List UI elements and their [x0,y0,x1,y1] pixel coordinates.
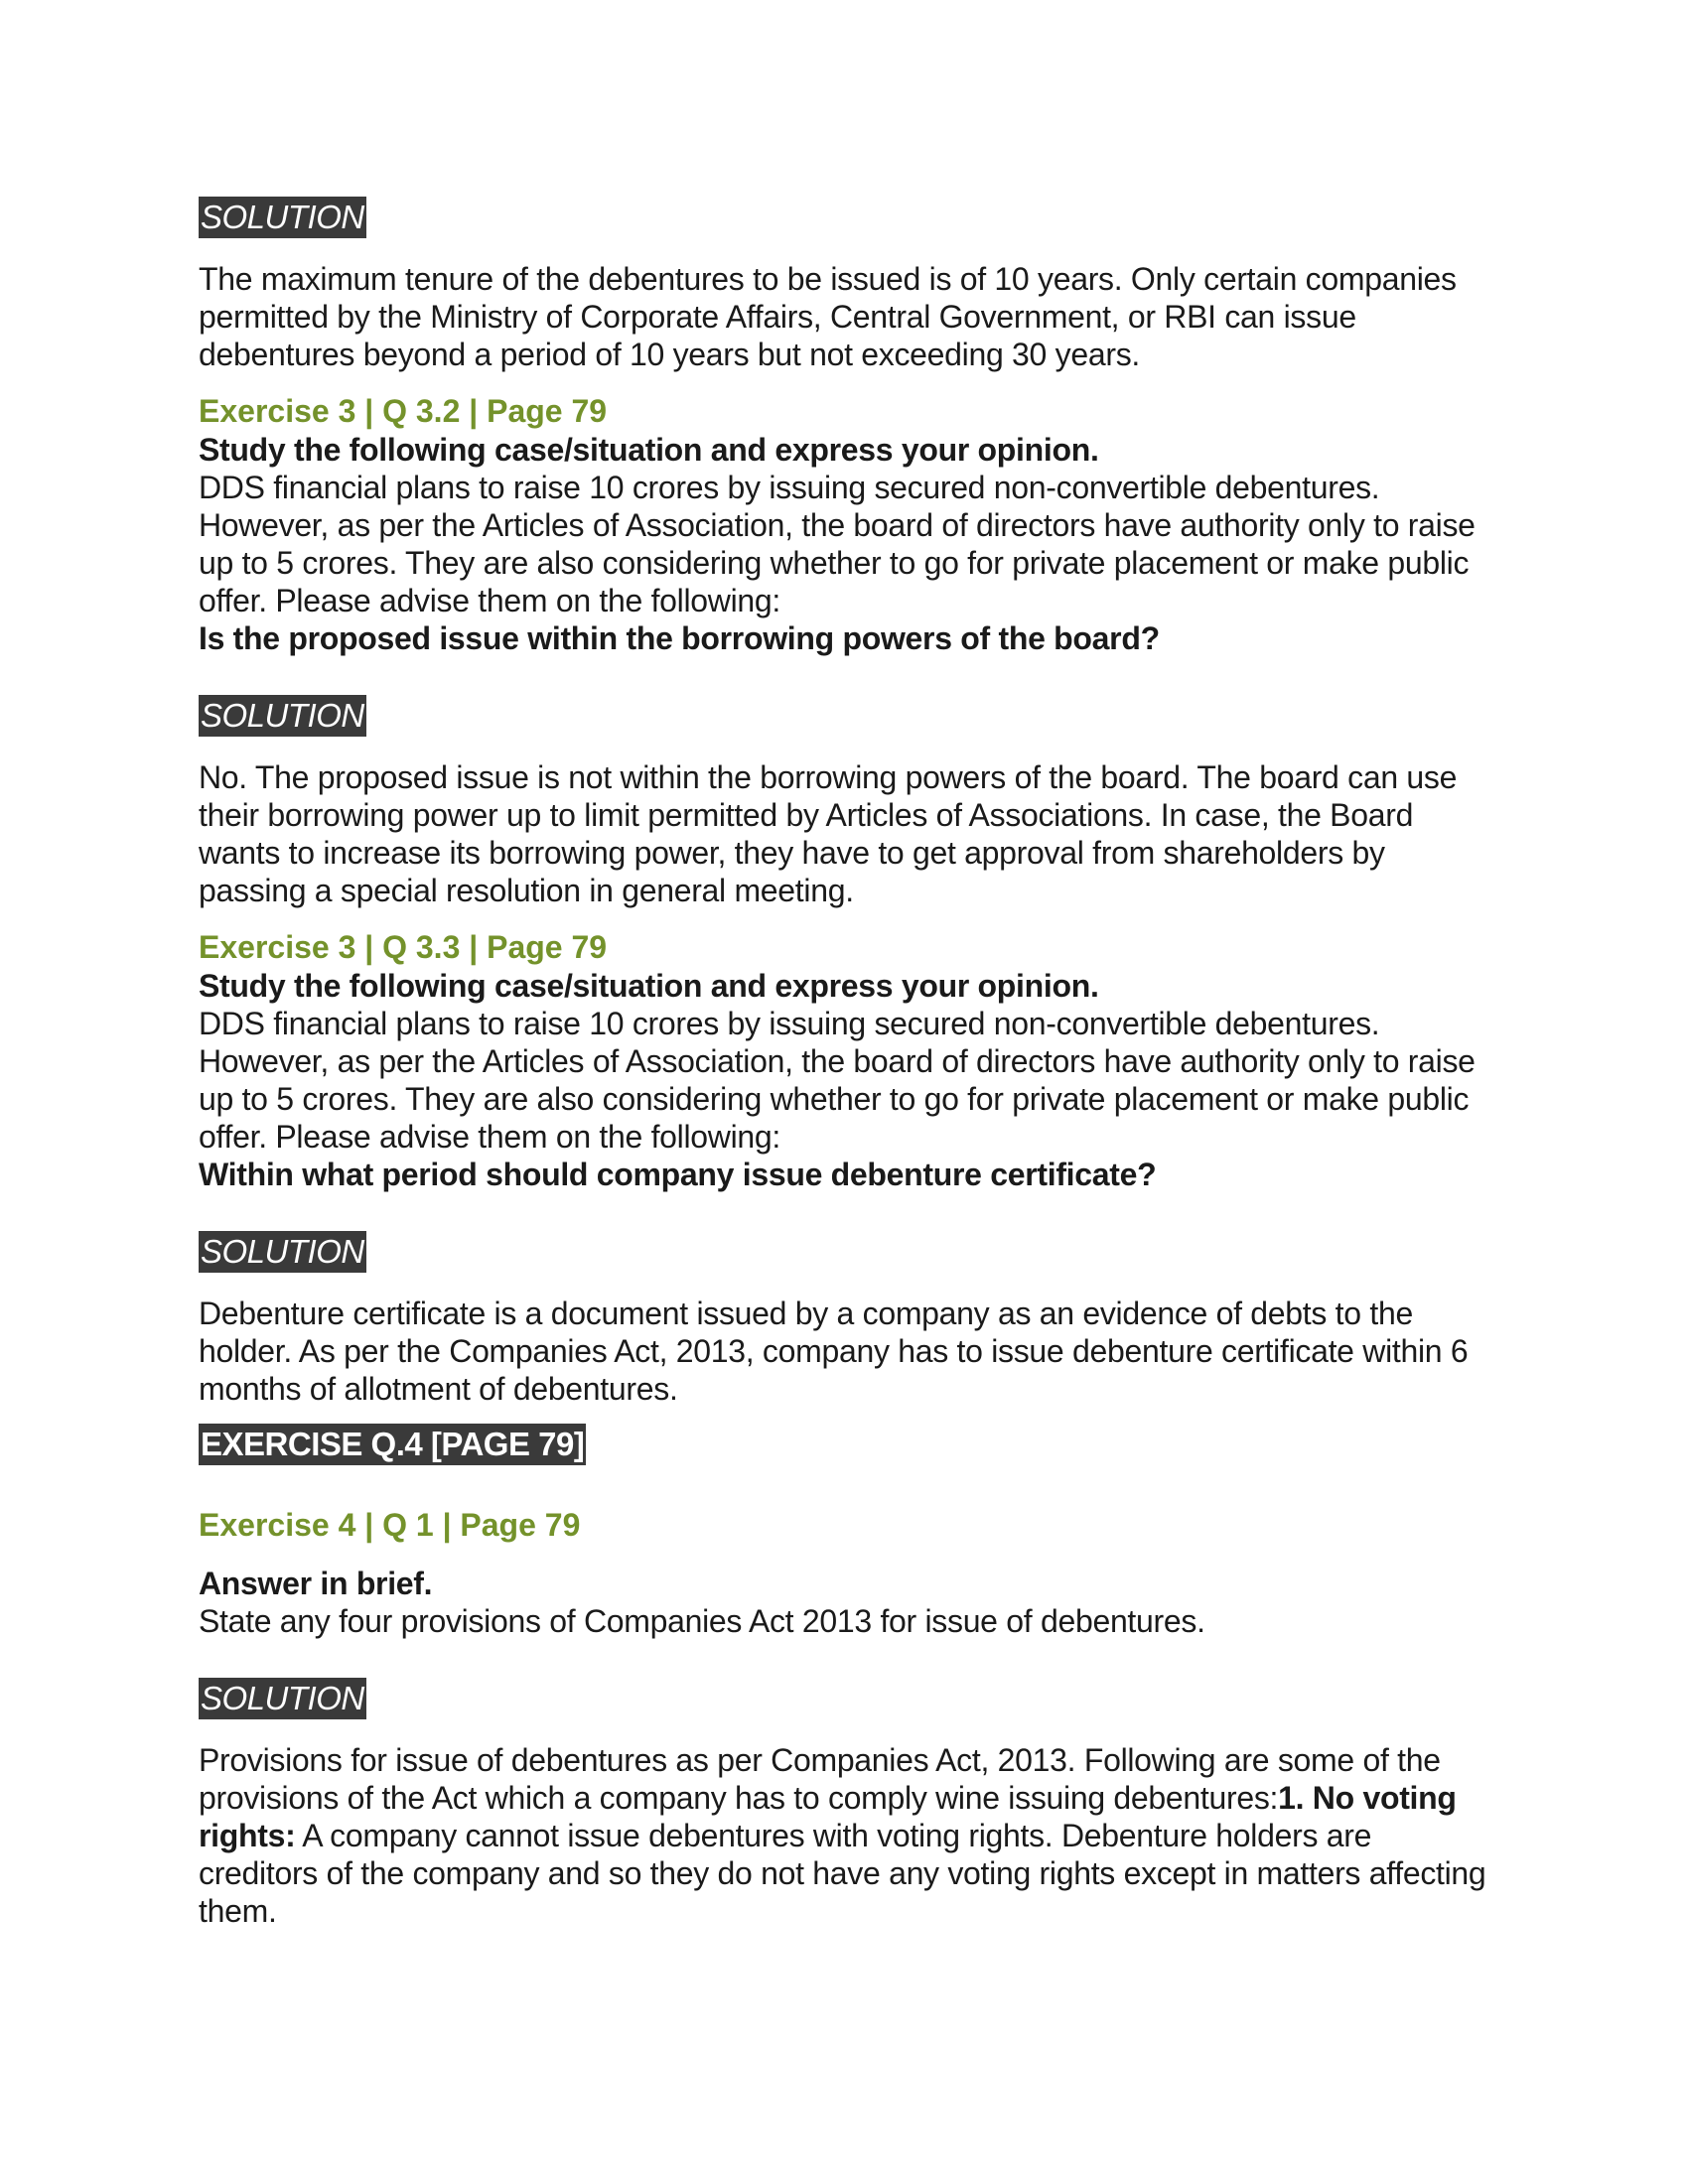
solution-text: No. The proposed issue is not within the borrowing powers of the board. The board can use their borrowing power up to limit permitted by Articles of Associations. In case, the Board wants to increase its borrowing power, they have to get approval from shareholders by passing a special resolution in general meeting. [199,759,1458,908]
case-text: DDS financial plans to raise 10 crores by issuing secured non-convertible debentures. However, as per the Articles of Association, the board of directors have authority only to raise up to 5 crores. They are also considering whether to go for private placement or make public offer. Please advise them on the following: [199,470,1476,618]
question-text: Within what period should company issue debenture certificate? [199,1157,1157,1192]
point-title: 1. No voting rights: [199,1780,1457,1853]
solution-text: The maximum tenure of the debentures to be issued is of 10 years. Only certain companies permitted by the Ministry of Corporate Affairs, Central Government, or RBI can issue debentures beyond a period of 10 years but not exceeding 30 years. [199,261,1457,372]
question-instruction: Study the following case/situation and express your opinion. [199,432,1099,468]
question-instruction: Answer in brief. [199,1566,433,1601]
exercise-heading: Exercise 4 | Q 1 | Page 79 [199,1507,581,1543]
solution-tag: SOLUTION [199,695,366,737]
exercise-heading: Exercise 3 | Q 3.3 | Page 79 [199,929,608,965]
solution-intro: Provisions for issue of debentures as per Companies Act, 2013. Following are some of the provisions of the Act which a company has to comply wine issuing debentures: [199,1742,1441,1816]
solution-tag: SOLUTION [199,1231,366,1273]
exercise-banner: EXERCISE Q.4 [PAGE 79] [199,1424,586,1465]
question-text: State any four provisions of Companies Act 2013 for issue of debentures. [199,1603,1205,1639]
point-text: A company cannot issue debentures with voting rights. Debenture holders are creditors of the company and so they do not have any voting rights except in matters affecting them. [199,1818,1486,1929]
question-text: Is the proposed issue within the borrowing powers of the board? [199,620,1160,656]
solution-tag: SOLUTION [199,1678,366,1719]
solution-tag: SOLUTION [199,197,366,238]
solution-text [199,1741,1489,1930]
question-instruction: Study the following case/situation and express your opinion. [199,968,1099,1004]
case-text: DDS financial plans to raise 10 crores by issuing secured non-convertible debentures. However, as per the Articles of Association, the board of directors have authority only to raise up to 5 crores. They are also considering whether to go for private placement or make public offer. Please advise them on the following: [199,1006,1476,1155]
exercise-heading: Exercise 3 | Q 3.2 | Page 79 [199,393,608,429]
solution-text: Debenture certificate is a document issued by a company as an evidence of debts to the holder. As per the Companies Act, 2013, company has to issue debenture certificate within 6 months of allotment of debentures. [199,1296,1469,1407]
document-page [199,197,1489,1930]
